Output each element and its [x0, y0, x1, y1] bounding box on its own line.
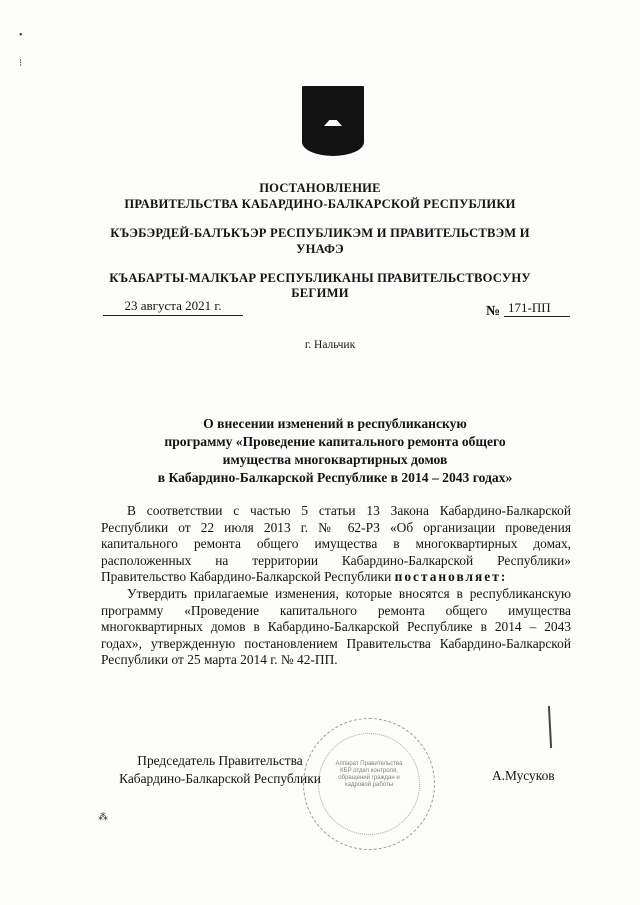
doc-type-title: ПОСТАНОВЛЕНИЕ — [259, 181, 381, 195]
subject-line-4: в Кабардино-Балкарской Республике в 2014 – 2043 годах» — [157, 470, 513, 485]
subject-line-1: О внесении изменений в республиканскую — [203, 416, 467, 431]
position-line-1: Председатель Правительства — [137, 753, 303, 768]
scan-mark-bottom: ⁂ — [98, 812, 108, 823]
resolves-keyword: постановляет: — [394, 569, 508, 585]
stamp-text: Аппарат Правительства КБР отдел контроля, обращений граждан и кадровой работы — [335, 761, 403, 788]
scan-mark-top: • — [19, 30, 23, 41]
signatory-position — [100, 752, 340, 788]
city-label: г. Нальчик — [304, 339, 356, 351]
subject-line-2: программу «Проведение капитального ремонта общего — [164, 434, 506, 449]
coat-of-arms-icon — [302, 86, 364, 156]
number-sign: № — [486, 304, 501, 319]
government-name-kabardian-line2: УНАФЭ — [296, 242, 344, 256]
body-paragraph-2: Утвердить прилагаемые изменения, которые вносятся в республиканскую программу «Проведение капитального ремонта общего имущества многоквартирных домов в Кабардино-Балкарской Республике в 2014 – 2043 годах», утвержденную постановлением Правительства Кабардино-Балкарской Республики от 25 марта 2014 г. № 42-ПП. — [101, 585, 571, 668]
signatory-name: А.Мусуков — [492, 768, 555, 783]
government-name-balkar-line1: КЪАБАРТЫ-МАЛКЪАР РЕСПУБЛИКАНЫ ПРАВИТЕЛЬСТВОСУНУ — [109, 271, 531, 285]
position-line-2: Кабардино-Балкарской Республики — [119, 771, 321, 786]
document-number: 171-ПП — [504, 300, 570, 317]
signature-stroke — [548, 706, 552, 748]
document-body — [101, 503, 571, 669]
document-subject — [90, 415, 580, 487]
subject-line-3: имущества многоквартирных домов — [222, 452, 448, 467]
body-paragraph-1 — [101, 503, 571, 586]
document-date: 23 августа 2021 г. — [103, 298, 243, 316]
scan-mark-second: ⁝ — [19, 58, 23, 69]
government-name-kabardian-line1: КЪЭБЭРДЕЙ-БАЛЪКЪЭР РЕСПУБЛИКЭМ И ПРАВИТЕЛЬСТВЭМ И — [110, 226, 530, 240]
government-name: ПРАВИТЕЛЬСТВА КАБАРДИНО-БАЛКАРСКОЙ РЕСПУБЛИКИ — [124, 197, 516, 211]
paragraph-1-text: В соответствии с частью 5 статьи 13 Закона Кабардино-Балкарской Республики от 22 июля 2013 г. № 62-РЗ «Об организации проведения капитального ремонта общего имущества в многоквартирных домах, расположенных на территории Кабардино-Балкарской Республики» Правительство Кабардино-Балкарской Республики — [101, 503, 571, 585]
government-name-balkar-line2: БЕГИМИ — [291, 286, 349, 300]
